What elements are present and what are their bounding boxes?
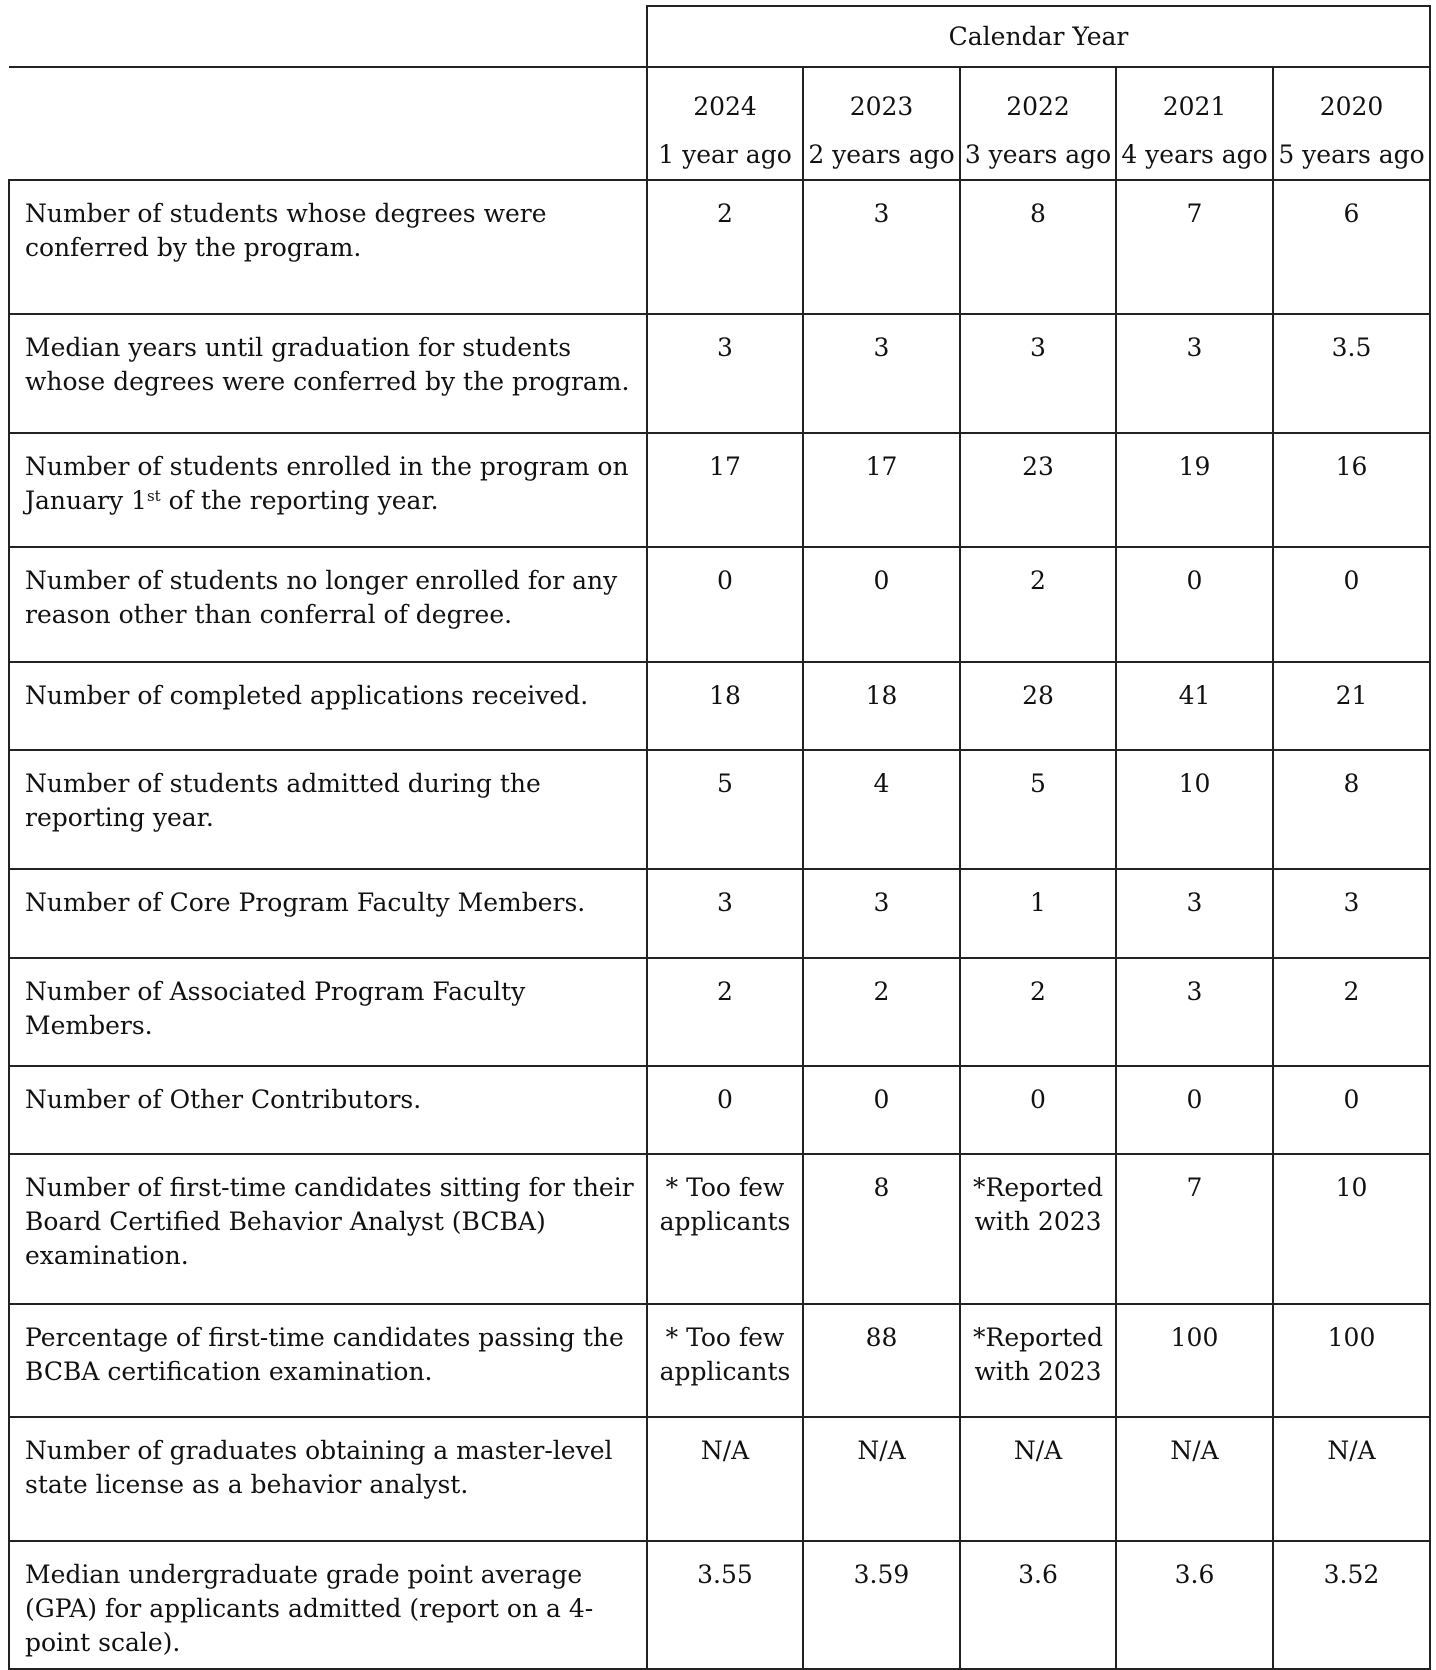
cell-value: 3 bbox=[1116, 958, 1273, 1066]
cell-value: 3 bbox=[803, 869, 960, 958]
cell-value: *Reported with 2023 bbox=[960, 1304, 1116, 1417]
table-row bbox=[9, 958, 1430, 1066]
table-row bbox=[9, 547, 1430, 662]
table-row bbox=[9, 1066, 1430, 1154]
years-ago-label: 2 years ago bbox=[808, 140, 955, 169]
cell-value: 8 bbox=[803, 1154, 960, 1304]
row-label: Number of Other Contributors. bbox=[9, 1066, 647, 1154]
cell-value: 3 bbox=[647, 869, 803, 958]
table-row bbox=[9, 1541, 1430, 1669]
year-header bbox=[960, 67, 1116, 180]
header-row-years bbox=[9, 67, 1430, 180]
cell-value: 0 bbox=[803, 547, 960, 662]
cell-value: 18 bbox=[803, 662, 960, 750]
cell-value: N/A bbox=[803, 1417, 960, 1541]
cell-value: 0 bbox=[647, 1066, 803, 1154]
cell-value: 8 bbox=[1273, 750, 1430, 869]
table-row bbox=[9, 869, 1430, 958]
cell-value: 3 bbox=[803, 180, 960, 314]
cell-value: 3 bbox=[803, 314, 960, 433]
year-label: 2022 bbox=[1006, 92, 1070, 121]
row-label: Percentage of first-time candidates passing the BCBA certification examination. bbox=[9, 1304, 647, 1417]
cell-value: * Too few applicants bbox=[647, 1154, 803, 1304]
year-label: 2023 bbox=[849, 92, 914, 121]
header-blank-cell bbox=[9, 6, 647, 67]
program-outcomes-table bbox=[8, 5, 1431, 1670]
row-label: Number of students no longer enrolled for any reason other than conferral of degree. bbox=[9, 547, 647, 662]
cell-value: 0 bbox=[1273, 547, 1430, 662]
cell-value: 2 bbox=[960, 958, 1116, 1066]
cell-value: 5 bbox=[960, 750, 1116, 869]
row-label: Number of students admitted during the reporting year. bbox=[9, 750, 647, 869]
table-row bbox=[9, 1417, 1430, 1541]
table-row bbox=[9, 180, 1430, 314]
cell-value: 100 bbox=[1116, 1304, 1273, 1417]
cell-value: 1 bbox=[960, 869, 1116, 958]
table-row bbox=[9, 750, 1430, 869]
cell-value: 17 bbox=[803, 433, 960, 547]
row-label: Number of first-time candidates sitting for their Board Certified Behavior Analyst (BCBA) examination. bbox=[9, 1154, 647, 1304]
cell-value: 28 bbox=[960, 662, 1116, 750]
years-ago-label: 3 years ago bbox=[964, 140, 1112, 169]
table-row bbox=[9, 314, 1430, 433]
cell-value: 0 bbox=[647, 547, 803, 662]
row-label-text: Number of students enrolled in the program on January 1 bbox=[25, 452, 629, 515]
cell-value: 3.59 bbox=[803, 1541, 960, 1669]
cell-value: 10 bbox=[1116, 750, 1273, 869]
year-label: 2024 bbox=[693, 92, 757, 121]
calendar-year-header: Calendar Year bbox=[647, 6, 1430, 67]
cell-value: N/A bbox=[647, 1417, 803, 1541]
cell-value: N/A bbox=[1116, 1417, 1273, 1541]
cell-value: 8 bbox=[960, 180, 1116, 314]
cell-value: N/A bbox=[1273, 1417, 1430, 1541]
cell-value: 4 bbox=[803, 750, 960, 869]
cell-value: 3 bbox=[960, 314, 1116, 433]
cell-value: 6 bbox=[1273, 180, 1430, 314]
cell-value: 0 bbox=[960, 1066, 1116, 1154]
ordinal-suffix: st bbox=[146, 487, 161, 505]
cell-value: *Reported with 2023 bbox=[960, 1154, 1116, 1304]
header-blank-cell bbox=[9, 67, 647, 180]
cell-value: * Too few applicants bbox=[647, 1304, 803, 1417]
cell-value: 3 bbox=[1273, 869, 1430, 958]
year-header bbox=[1273, 67, 1430, 180]
cell-value: 2 bbox=[1273, 958, 1430, 1066]
cell-value: 2 bbox=[803, 958, 960, 1066]
cell-value: 7 bbox=[1116, 180, 1273, 314]
cell-value: 10 bbox=[1273, 1154, 1430, 1304]
row-label: Number of students whose degrees were conferred by the program. bbox=[9, 180, 647, 314]
row-label: Number of completed applications received. bbox=[9, 662, 647, 750]
cell-value: 2 bbox=[647, 180, 803, 314]
row-label bbox=[9, 433, 647, 547]
row-label: Median years until graduation for students whose degrees were conferred by the program. bbox=[9, 314, 647, 433]
table-row bbox=[9, 1154, 1430, 1304]
cell-value: 0 bbox=[1116, 547, 1273, 662]
cell-value: 17 bbox=[647, 433, 803, 547]
table-row bbox=[9, 1304, 1430, 1417]
cell-value: 3.6 bbox=[960, 1541, 1116, 1669]
table-row bbox=[9, 433, 1430, 547]
cell-value: 3 bbox=[1116, 869, 1273, 958]
cell-value: 0 bbox=[803, 1066, 960, 1154]
cell-value: 2 bbox=[960, 547, 1116, 662]
cell-value: 16 bbox=[1273, 433, 1430, 547]
years-ago-label: 4 years ago bbox=[1121, 140, 1268, 169]
row-label: Number of Associated Program Faculty Members. bbox=[9, 958, 647, 1066]
years-ago-label: 5 years ago bbox=[1278, 140, 1425, 169]
cell-value: 18 bbox=[647, 662, 803, 750]
cell-value: 19 bbox=[1116, 433, 1273, 547]
year-header bbox=[647, 67, 803, 180]
year-label: 2020 bbox=[1319, 92, 1384, 121]
cell-value: 7 bbox=[1116, 1154, 1273, 1304]
row-label-text: of the reporting year. bbox=[160, 486, 439, 515]
row-label: Median undergraduate grade point average (GPA) for applicants admitted (report on a 4-point scale). bbox=[9, 1541, 647, 1669]
cell-value: 3.52 bbox=[1273, 1541, 1430, 1669]
table-row bbox=[9, 662, 1430, 750]
cell-value: 3.5 bbox=[1273, 314, 1430, 433]
cell-value: 3.55 bbox=[647, 1541, 803, 1669]
cell-value: 0 bbox=[1116, 1066, 1273, 1154]
cell-value: N/A bbox=[960, 1417, 1116, 1541]
year-header bbox=[803, 67, 960, 180]
cell-value: 2 bbox=[647, 958, 803, 1066]
cell-value: 5 bbox=[647, 750, 803, 869]
cell-value: 23 bbox=[960, 433, 1116, 547]
header-row-calendar-year bbox=[9, 6, 1430, 67]
years-ago-label: 1 year ago bbox=[658, 140, 792, 169]
cell-value: 100 bbox=[1273, 1304, 1430, 1417]
row-label: Number of graduates obtaining a master-level state license as a behavior analyst. bbox=[9, 1417, 647, 1541]
year-header bbox=[1116, 67, 1273, 180]
row-label: Number of Core Program Faculty Members. bbox=[9, 869, 647, 958]
cell-value: 3.6 bbox=[1116, 1541, 1273, 1669]
cell-value: 41 bbox=[1116, 662, 1273, 750]
cell-value: 0 bbox=[1273, 1066, 1430, 1154]
cell-value: 88 bbox=[803, 1304, 960, 1417]
cell-value: 3 bbox=[647, 314, 803, 433]
year-label: 2021 bbox=[1162, 92, 1227, 121]
cell-value: 21 bbox=[1273, 662, 1430, 750]
cell-value: 3 bbox=[1116, 314, 1273, 433]
